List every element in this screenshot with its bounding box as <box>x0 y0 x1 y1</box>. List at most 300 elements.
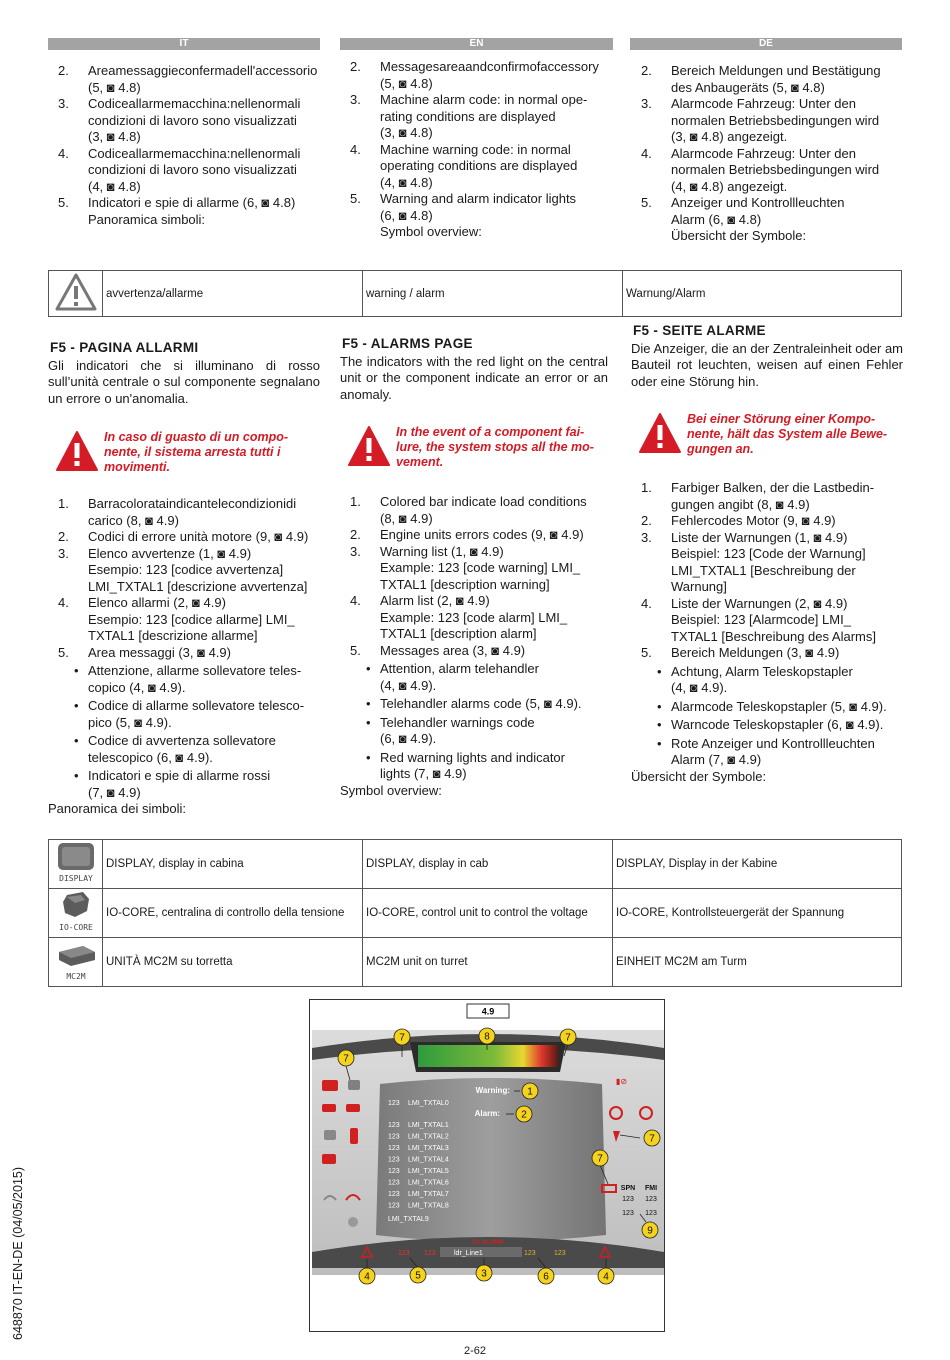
item-text: LMI_TXTAL1 [Beschreibung der <box>671 562 856 578</box>
io-core-icon-label: IO-CORE <box>58 923 93 932</box>
item-text: Barracolorataindicantelecondizionidi <box>88 496 297 511</box>
bullet-text: Indicatori e spie di allarme rossi <box>88 768 271 783</box>
bullet-text: (7, ◙ 4.9) <box>88 784 141 800</box>
item-number: 2. <box>58 529 69 544</box>
lang-header-de: DE <box>630 38 902 50</box>
bullet-item <box>50 733 322 766</box>
item-text: (4, ◙ 4.8) <box>380 174 433 190</box>
bullet-text: Attention, alarm telehandler <box>380 661 539 676</box>
item-text: (6, ◙ 4.8) <box>380 207 433 223</box>
bullet-item <box>633 699 905 716</box>
bullet-text: Telehandler alarms code (5, ◙ 4.9). <box>380 696 582 711</box>
lang-header-en: EN <box>340 38 613 50</box>
item-number: 4. <box>350 593 361 608</box>
bullet-icon: • <box>366 749 371 765</box>
item-text: Warning list (1, ◙ 4.9) <box>380 543 504 559</box>
item-number: 4. <box>58 145 69 161</box>
bullet-item <box>342 715 614 748</box>
bullet-text: Alarmcode Teleskopstapler (5, ◙ 4.9). <box>671 698 887 714</box>
list-item <box>50 146 322 196</box>
en-intro: The indicators with the red light on the central unit or the component indicate an error or an anomaly. <box>340 353 608 402</box>
document-code: 648870 IT-EN-DE (04/05/2015) <box>11 1166 25 1340</box>
item-number: 5. <box>58 644 69 660</box>
alarm-row-text: LMI_TXTAL7 <box>408 1191 449 1198</box>
item-text: Machine warning code: in normal <box>380 141 571 157</box>
danger-icon <box>638 412 682 454</box>
list-item <box>50 645 322 662</box>
list-item <box>50 529 322 546</box>
item-number: 1. <box>641 480 652 495</box>
alarm-row-text: LMI_TXTAL3 <box>408 1145 449 1152</box>
symbol-desc-en: warning / alarm <box>363 271 623 317</box>
component-status-icon <box>322 1154 336 1164</box>
item-text: Esempio: 123 [codice avvertenza] <box>88 562 284 577</box>
callout-number: 7 <box>565 1032 571 1044</box>
component-status-icon <box>324 1130 336 1140</box>
item-text: Engine units errors codes (9, ◙ 4.9) <box>380 527 584 542</box>
bullet-item <box>633 717 905 734</box>
item-text: gungen angibt (8, ◙ 4.9) <box>671 496 810 512</box>
item-number: 2. <box>350 527 361 542</box>
callout-number: 9 <box>647 1225 653 1237</box>
bullet-icon: • <box>74 698 79 713</box>
bullet-list <box>633 664 905 769</box>
item-text: LMI_TXTAL1 [descrizione avvertenza] <box>88 578 308 594</box>
list-item <box>50 96 322 146</box>
it-intro: Gli indicatori che si illuminano di rosso sull’unità centrale o sul componente segnalano un errore o un'anomalia. <box>48 357 320 406</box>
bullet-item <box>633 736 905 769</box>
figure-alarm-page <box>309 999 665 1332</box>
symbol-desc-de: EINHEIT MC2M am Turm <box>613 938 902 987</box>
list-item <box>633 63 905 96</box>
callout-number: 4 <box>603 1271 609 1283</box>
item-text: Alarmcode Fahrzeug: Unter den <box>671 145 856 161</box>
list-item <box>342 92 614 142</box>
callout-marker <box>476 1265 492 1281</box>
list-item <box>50 546 322 596</box>
item-text: Indicatori e spie di allarme (6, ◙ 4.8) <box>88 195 296 210</box>
item-text: operating conditions are displayed <box>380 158 578 173</box>
joystick-status-icon <box>350 1128 358 1144</box>
item-text: Alarm (6, ◙ 4.8) <box>671 211 762 227</box>
warning-line: movimenti. <box>104 460 170 474</box>
item-text: Fehlercodes Motor (9, ◙ 4.9) <box>671 513 836 528</box>
bullet-icon: • <box>74 768 79 783</box>
item-text: Elenco avvertenze (1, ◙ 4.9) <box>88 545 252 561</box>
alarm-row-text: LMI_TXTAL1 <box>408 1122 449 1129</box>
item-number: 5. <box>58 195 69 210</box>
warning-line: nente, il sistema arresta tutti i <box>104 445 281 459</box>
item-text: Example: 123 [code alarm] LMI_ <box>380 609 568 625</box>
bullet-text: Codice di allarme sollevatore telesco- <box>88 698 305 713</box>
alarm-row-code: 123 <box>388 1156 400 1164</box>
symbol-desc-de: IO-CORE, Kontrollsteuergerät der Spannung <box>613 889 902 938</box>
callout-number: 6 <box>543 1271 549 1283</box>
en-top-list <box>342 59 614 241</box>
list-item <box>633 195 905 245</box>
symbol-overview-label: Symbol overview: <box>340 782 442 798</box>
item-number: 4. <box>58 595 69 610</box>
list-item <box>633 146 905 196</box>
item-number: 3. <box>641 96 652 111</box>
item-text: Messagesareaandconfirmofaccessory <box>380 59 599 74</box>
list-item <box>342 544 614 594</box>
lang-header-it: IT <box>48 38 320 50</box>
bullet-list <box>50 663 322 801</box>
item-text: condizioni di lavoro sono visualizzati <box>88 112 297 128</box>
item-text: Alarmcode Fahrzeug: Unter den <box>671 96 856 111</box>
item-number: 4. <box>641 145 652 161</box>
item-text: Colored bar indicate load conditions <box>380 494 587 509</box>
de-warning-box <box>638 412 902 457</box>
battery-icon: ▮⊘ <box>616 1077 628 1086</box>
list-item <box>342 593 614 643</box>
callout-number: 5 <box>415 1270 421 1282</box>
item-text: TXTAL1 [Beschreibung des Alarms] <box>671 628 876 644</box>
item-text: Übersicht der Symbole: <box>671 228 807 243</box>
warning-line: In caso di guasto di un compo- <box>104 430 289 444</box>
callout-number: 7 <box>343 1053 349 1065</box>
list-item <box>633 480 905 513</box>
warning-line: In the event of a component fai- <box>396 425 585 439</box>
symbol-desc-it: avvertenza/allarme <box>103 271 363 317</box>
list-item <box>633 530 905 596</box>
symbol-table-components <box>48 839 902 987</box>
warning-line: lure, the system stops all the mo- <box>396 440 594 454</box>
de-warning-text <box>687 412 887 457</box>
display-status-icon <box>322 1080 338 1091</box>
warning-label: Warning: <box>475 1086 510 1095</box>
bullet-icon: • <box>657 663 662 679</box>
item-number: 5. <box>641 645 652 660</box>
bullet-text: pico (5, ◙ 4.9). <box>88 714 172 730</box>
item-text: TXTAL1 [description warning] <box>380 576 550 592</box>
callout-marker <box>516 1106 532 1122</box>
warning-row-code: 123 <box>388 1100 400 1107</box>
list-item <box>50 496 322 529</box>
callout-marker <box>410 1267 426 1283</box>
item-number: 3. <box>58 96 69 111</box>
bullet-item <box>50 768 322 801</box>
display-icon <box>49 840 103 889</box>
spn-value: 123 <box>622 1196 634 1203</box>
fmi-label: FMI <box>644 1185 658 1192</box>
item-text: Esempio: 123 [codice allarme] LMI_ <box>88 611 295 627</box>
bullet-text: Achtung, Alarm Teleskopstapler <box>671 663 853 679</box>
callout-number: 7 <box>597 1153 603 1165</box>
callout-marker <box>394 1029 410 1045</box>
spn-value: 123 <box>622 1210 634 1217</box>
callout-marker <box>642 1222 658 1238</box>
danger-icon <box>347 425 391 467</box>
warning-line: nente, hält das System alle Bewe- <box>687 427 888 441</box>
de-heading: F5 - SEITE ALARME <box>633 323 766 338</box>
bullet-text: (6, ◙ 4.9). <box>380 731 437 746</box>
de-top-list <box>633 63 905 245</box>
bullet-text: telescopico (6, ◙ 4.9). <box>88 749 213 765</box>
alarm-row-code: 123 <box>388 1179 400 1187</box>
callout-marker <box>538 1268 554 1284</box>
list-item <box>342 191 614 241</box>
symbol-desc-en: MC2M unit on turret <box>363 938 613 987</box>
item-text: Liste der Warnungen (1, ◙ 4.9) <box>671 529 848 545</box>
item-number: 1. <box>350 494 361 509</box>
de-items-list <box>633 480 905 785</box>
list-item <box>633 645 905 662</box>
it-items-list <box>50 496 322 818</box>
fmi-value: 123 <box>645 1196 657 1203</box>
item-text: carico (8, ◙ 4.9) <box>88 512 179 528</box>
bullet-text: Alarm (7, ◙ 4.9) <box>671 752 762 767</box>
item-text: Beispiel: 123 [Code der Warnung] <box>671 546 866 561</box>
it-heading: F5 - PAGINA ALLARMI <box>50 340 199 355</box>
bullet-icon: • <box>657 735 662 751</box>
item-text: Beispiel: 123 [Alarmcode] LMI_ <box>671 612 851 627</box>
en-warning-text <box>396 425 594 470</box>
callout-marker <box>479 1028 495 1044</box>
bottom-code: 123 <box>424 1250 436 1257</box>
alarm-row-text: LMI_TXTAL8 <box>408 1202 449 1210</box>
list-item <box>342 494 614 527</box>
message-line: ldr_Line1 <box>454 1250 483 1257</box>
symbol-desc-it: UNITÀ MC2M su torretta <box>103 938 363 987</box>
list-item <box>50 595 322 645</box>
callout-marker <box>644 1130 660 1146</box>
bullet-text: (4, ◙ 4.9). <box>671 680 728 695</box>
sensor-icon <box>348 1217 358 1227</box>
bullet-icon: • <box>366 714 371 730</box>
bullet-text: Codice di avvertenza sollevatore <box>88 733 276 748</box>
callout-number: 2 <box>521 1109 527 1121</box>
item-text: Warning and alarm indicator lights <box>380 191 577 206</box>
item-text: Symbol overview: <box>380 224 482 239</box>
item-text: Warnung] <box>671 579 727 594</box>
bullet-item <box>342 750 614 783</box>
bullet-text: copico (4, ◙ 4.9). <box>88 679 186 695</box>
item-number: 4. <box>641 595 652 611</box>
it-top-list <box>50 63 322 228</box>
bullet-text: lights (7, ◙ 4.9) <box>380 766 467 781</box>
item-text: Elenco allarmi (2, ◙ 4.9) <box>88 595 226 610</box>
load-bar <box>418 1045 558 1067</box>
bullet-icon: • <box>74 663 79 678</box>
callout-marker <box>598 1268 614 1284</box>
bullet-text: Warncode Teleskopstapler (6, ◙ 4.9). <box>671 717 884 732</box>
item-number: 5. <box>350 191 361 206</box>
item-number: 2. <box>641 513 652 528</box>
alarm-row-text: LMI_TXTAL6 <box>408 1179 449 1187</box>
bullet-text: Attenzione, allarme sollevatore teles- <box>88 663 302 678</box>
list-item <box>633 513 905 530</box>
bottom-code: 123 <box>398 1250 410 1257</box>
list-item <box>50 195 322 228</box>
item-number: 2. <box>350 59 361 74</box>
item-text: (8, ◙ 4.9) <box>380 510 433 526</box>
symbol-overview-label: Panoramica dei simboli: <box>48 801 187 816</box>
item-text: Codiceallarmemacchina:nellenormali <box>88 145 301 161</box>
de-section <box>631 323 903 390</box>
list-item <box>342 59 614 92</box>
item-number: 3. <box>350 92 361 107</box>
item-text: Farbiger Balken, der die Lastbedin- <box>671 480 875 495</box>
it-warning-box <box>55 430 321 475</box>
bullet-item <box>50 698 322 731</box>
callout-marker <box>338 1050 354 1066</box>
callout-marker <box>522 1083 538 1099</box>
io-core-icon <box>49 889 103 938</box>
de-intro: Die Anzeiger, die an der Zentraleinheit oder am Bauteil rot leuchten, weisen auf einen Fehler oder eine Störung hin. <box>631 340 903 389</box>
bullet-item <box>342 696 614 713</box>
warning-line: Bei einer Störung einer Kompo- <box>687 412 876 426</box>
callout-number: 3 <box>481 1268 487 1280</box>
symbol-desc-it: DISPLAY, display in cabina <box>103 840 363 889</box>
item-text: rating conditions are displayed <box>380 108 556 124</box>
danger-icon <box>55 430 99 472</box>
list-item <box>50 63 322 96</box>
symbol-desc-de: Warnung/Alarm <box>623 271 902 317</box>
fmi-value: 123 <box>645 1210 657 1217</box>
figure-label: 4.9 <box>481 1006 495 1017</box>
item-text: Areamessaggieconfermadell'accessorio <box>88 63 318 78</box>
bullet-text: (4, ◙ 4.9). <box>380 677 437 693</box>
warning-line: gungen an. <box>687 442 754 456</box>
item-number: 3. <box>58 545 69 561</box>
display-icon-label: DISPLAY <box>58 874 93 883</box>
alarm-row-text: LMI_TXTAL5 <box>408 1168 449 1175</box>
bullet-text: Telehandler warnings code <box>380 714 535 730</box>
callout-number: 7 <box>649 1133 655 1145</box>
bullet-item <box>50 663 322 696</box>
item-text: Machine alarm code: in normal ope- <box>380 92 588 107</box>
callout-number: 7 <box>399 1032 405 1044</box>
io-core-status-icon <box>348 1080 360 1090</box>
item-text: (3, ◙ 4.8) <box>380 125 433 140</box>
item-number: 1. <box>58 496 69 511</box>
warning-triangle-icon <box>49 271 103 317</box>
en-items-list <box>342 494 614 799</box>
list-item <box>342 643 614 660</box>
it-section <box>48 340 320 407</box>
item-text: (4, ◙ 4.8) angezeigt. <box>671 178 788 194</box>
item-text: Panoramica simboli: <box>88 211 206 227</box>
alarm-row-text: LMI_TXTAL2 <box>408 1133 449 1141</box>
alarm-row-code: 123 <box>388 1133 400 1141</box>
warning-line: vement. <box>396 455 444 469</box>
bullet-icon: • <box>657 717 662 732</box>
item-text: Bereich Meldungen und Bestätigung <box>671 63 881 78</box>
item-text: des Anbaugeräts (5, ◙ 4.8) <box>671 79 825 95</box>
alarm-page-screenshot <box>310 1000 666 1333</box>
bullet-icon: • <box>657 698 662 714</box>
item-text: Codici di errore unità motore (9, ◙ 4.9) <box>88 529 309 544</box>
list-item <box>342 142 614 192</box>
en-heading: F5 - ALARMS PAGE <box>342 336 473 351</box>
symbol-desc-de: DISPLAY, Display in der Kabine <box>613 840 902 889</box>
item-text: Example: 123 [code warning] LMI_ <box>380 560 581 575</box>
bullet-text: Red warning lights and indicator <box>380 749 565 765</box>
callout-number: 8 <box>484 1031 490 1043</box>
callout-marker <box>560 1029 576 1045</box>
item-text: normalen Betriebsbedingungen wird <box>671 112 880 128</box>
bullet-item <box>342 661 614 694</box>
item-number: 5. <box>350 642 361 658</box>
mc2m-status-icon <box>322 1104 336 1112</box>
item-text: Codiceallarmemacchina:nellenormali <box>88 96 301 111</box>
item-text: (3, ◙ 4.8) <box>88 129 141 144</box>
callout-marker <box>592 1150 608 1166</box>
callout-number: 1 <box>527 1086 533 1098</box>
mc2m-icon <box>49 938 103 987</box>
item-text: Liste der Warnungen (2, ◙ 4.9) <box>671 595 848 611</box>
item-number: 2. <box>641 63 652 78</box>
alarm-row-code: 123 <box>388 1168 400 1175</box>
callout-number: 4 <box>364 1271 370 1283</box>
alarm-row-text: LMI_TXTAL4 <box>408 1156 449 1164</box>
en-section <box>340 336 608 403</box>
item-text: (5, ◙ 4.8) <box>380 75 433 91</box>
page-number: 2-62 <box>463 1345 487 1357</box>
mc2m-status-icon <box>346 1104 360 1112</box>
symbol-overview-label: Übersicht der Symbole: <box>631 768 767 784</box>
item-number: 3. <box>641 529 652 545</box>
bottom-code: 123 <box>554 1250 566 1257</box>
list-item <box>633 596 905 646</box>
mc2m-icon-label: MC2M <box>65 972 86 981</box>
item-text: Alarm list (2, ◙ 4.9) <box>380 593 490 608</box>
bottom-code: 123 <box>524 1250 536 1257</box>
warning-row-text: LMI_TXTAL0 <box>408 1100 449 1107</box>
item-number: 5. <box>641 195 652 210</box>
bullet-text: Rote Anzeiger und Kontrollleuchten <box>671 735 875 751</box>
bullet-icon: • <box>366 696 371 711</box>
it-warning-text <box>104 430 288 475</box>
spn-label: SPN <box>620 1185 636 1192</box>
symbol-desc-it: IO-CORE, centralina di controllo della tensione <box>103 889 363 938</box>
alarm-label: Alarm: <box>474 1109 500 1118</box>
callout-marker <box>359 1268 375 1284</box>
alarm-row-code: 123 <box>388 1145 400 1152</box>
list-item <box>633 96 905 146</box>
item-text: (5, ◙ 4.8) <box>88 79 141 95</box>
item-text: Bereich Meldungen (3, ◙ 4.9) <box>671 645 840 660</box>
item-number: 4. <box>350 141 361 157</box>
bullet-list <box>342 661 614 783</box>
bullet-item <box>633 664 905 697</box>
item-text: (4, ◙ 4.8) <box>88 178 141 194</box>
symbol-desc-en: IO-CORE, control unit to control the voltage <box>363 889 613 938</box>
alarm-row-code: 123 <box>388 1191 400 1198</box>
bullet-icon: • <box>366 661 371 676</box>
bottom-title: V1 ALARM <box>472 1240 504 1246</box>
item-text: condizioni di lavoro sono visualizzati <box>88 162 297 177</box>
item-number: 2. <box>58 63 69 78</box>
list-item <box>342 527 614 544</box>
last-alarm-row: LMI_TXTAL9 <box>388 1216 429 1223</box>
en-warning-box <box>347 425 609 470</box>
bullet-icon: • <box>74 733 79 748</box>
item-text: normalen Betriebsbedingungen wird <box>671 162 880 177</box>
item-text: TXTAL1 [descrizione allarme] <box>88 628 258 643</box>
alarm-row-code: 123 <box>388 1122 400 1129</box>
symbol-desc-en: DISPLAY, display in cab <box>363 840 613 889</box>
item-text: TXTAL1 [description alarm] <box>380 626 537 641</box>
alarm-row-code: 123 <box>388 1202 400 1210</box>
item-text: Messages area (3, ◙ 4.9) <box>380 642 526 658</box>
item-text: (3, ◙ 4.8) angezeigt. <box>671 129 788 144</box>
item-number: 3. <box>350 543 361 559</box>
item-text: Anzeiger und Kontrollleuchten <box>671 195 845 210</box>
item-text: Area messaggi (3, ◙ 4.9) <box>88 644 231 660</box>
